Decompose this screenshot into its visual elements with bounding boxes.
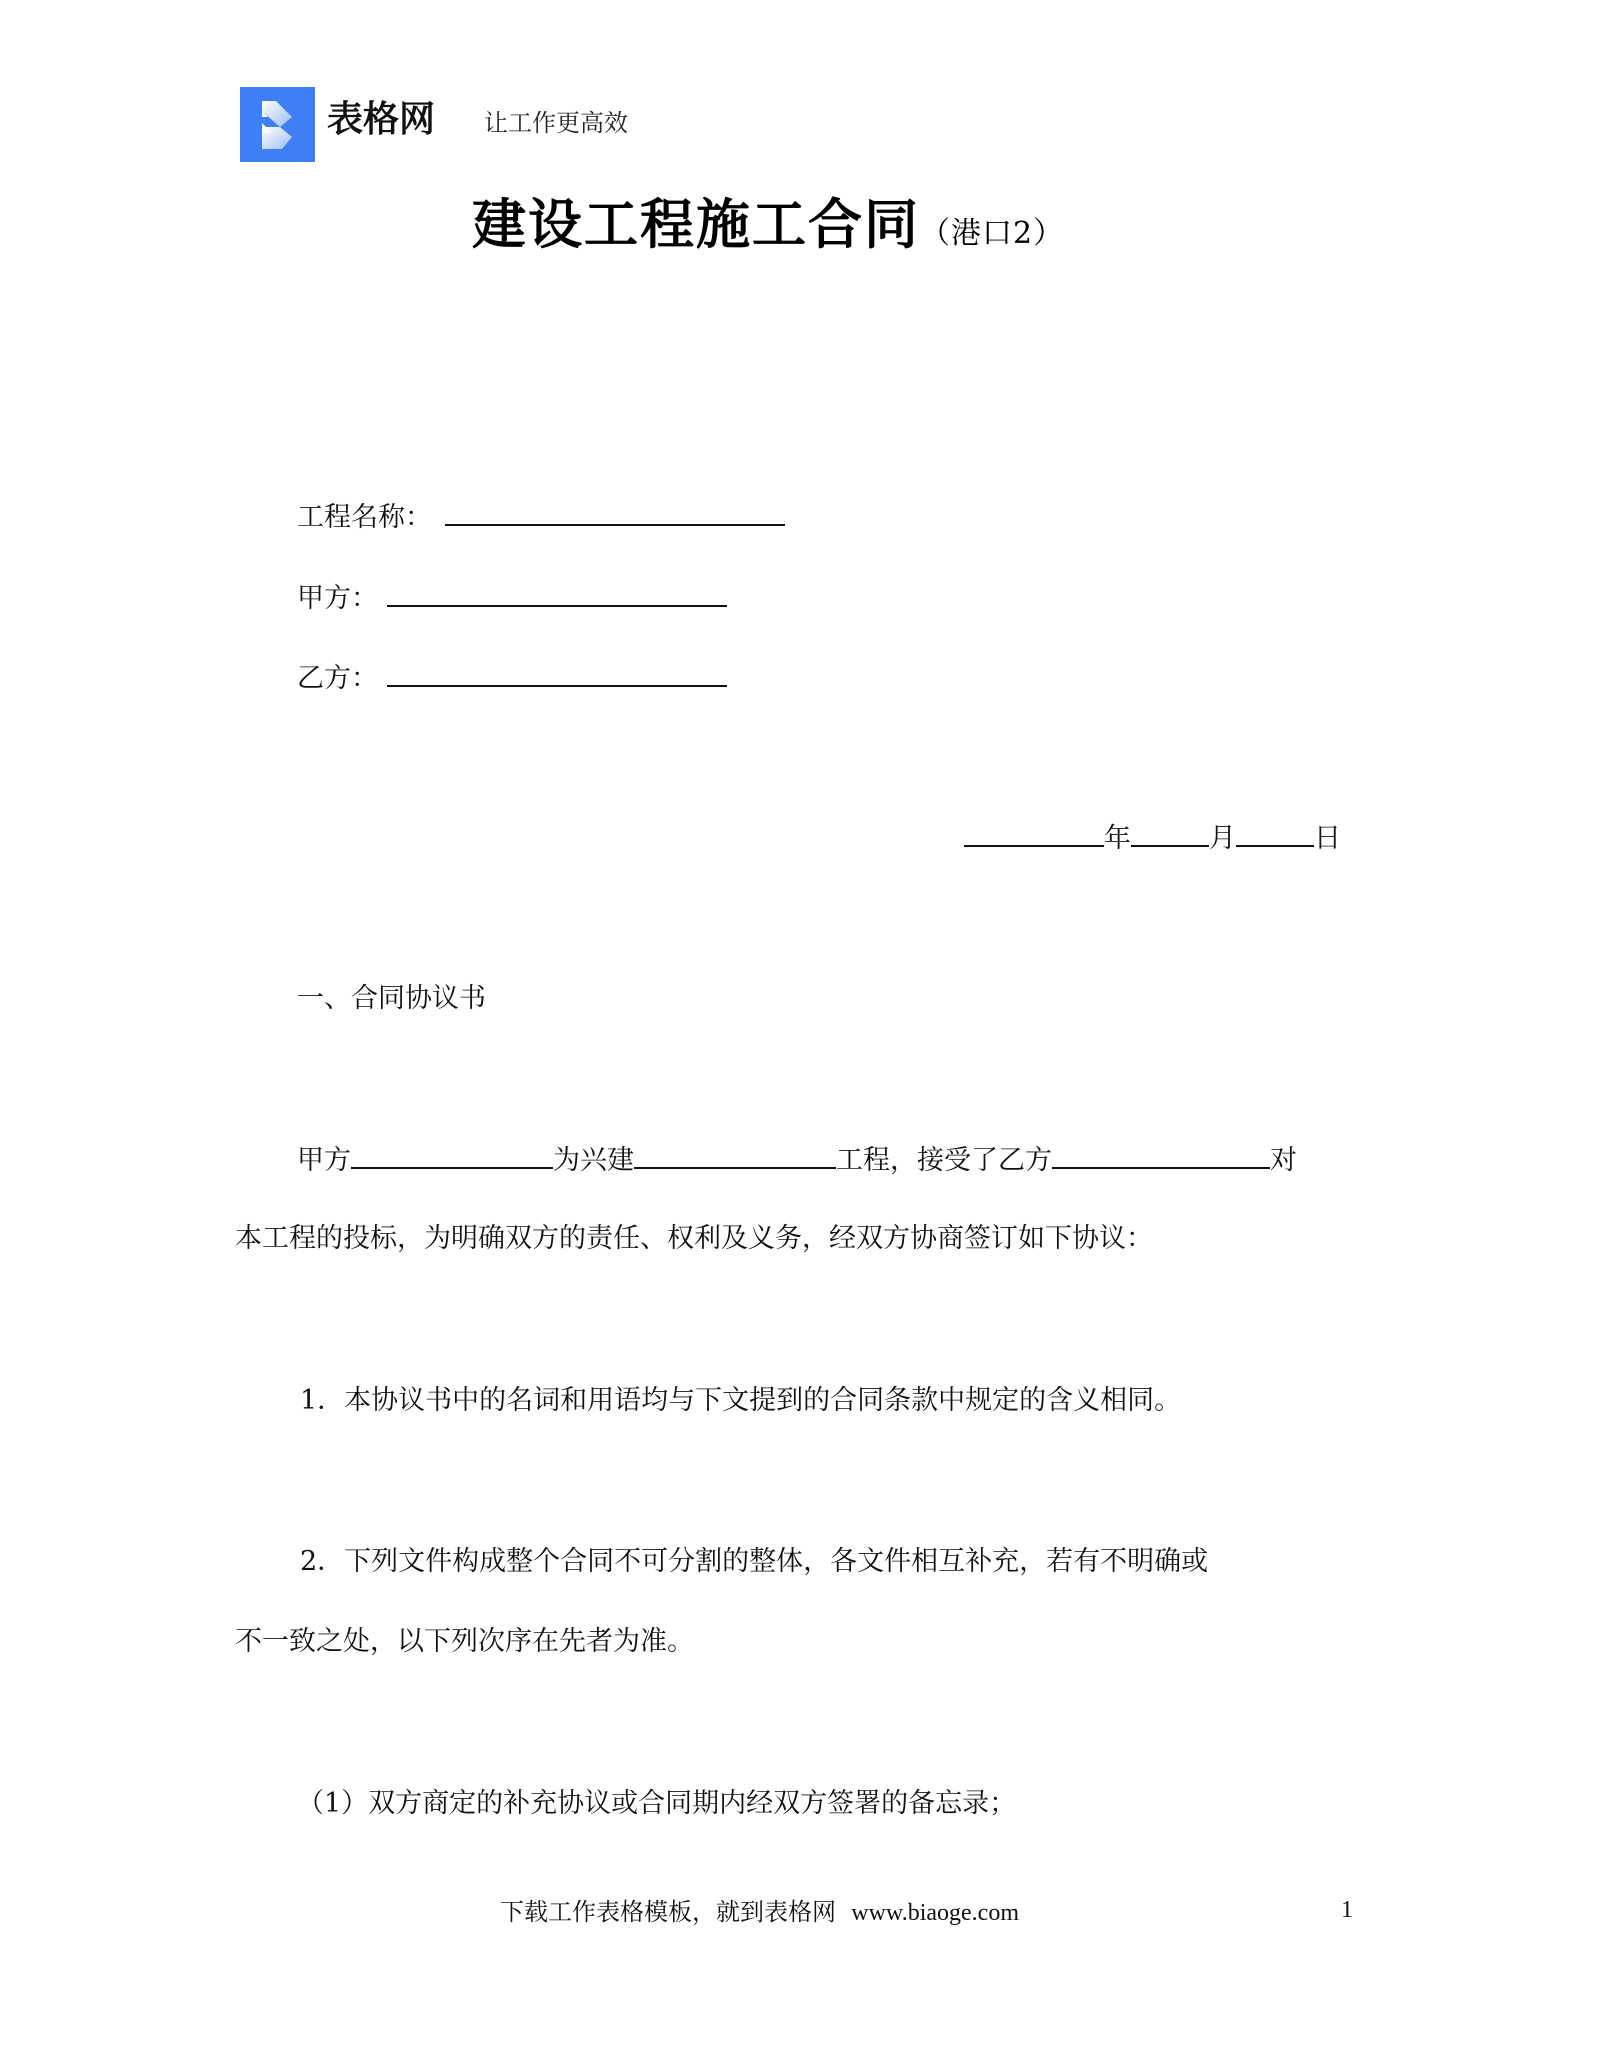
year-label: 年 — [1104, 823, 1131, 854]
field-label: 工程名称： — [297, 502, 432, 533]
title-main: 建设工程施工合同 — [472, 193, 920, 256]
month-label: 月 — [1209, 823, 1236, 854]
project-blank[interactable] — [634, 1141, 836, 1169]
year-blank[interactable] — [964, 819, 1104, 847]
party-b-blank[interactable] — [387, 659, 727, 687]
intro-text: 对 — [1270, 1145, 1297, 1176]
day-blank[interactable] — [1236, 819, 1314, 847]
date-line — [964, 819, 1341, 857]
document-title — [472, 192, 1064, 267]
intro-text: 为兴建 — [553, 1145, 634, 1176]
footer-slogan: 下载工作表格模板，就到表格网 — [500, 1898, 836, 1926]
intro-paragraph-line1 — [297, 1141, 1297, 1179]
list-item-1: （1）双方商定的补充协议或合同期内经双方签署的备忘录； — [297, 1788, 1017, 1819]
clause-2-line2: 不一致之处，以下列次序在先者为准。 — [235, 1626, 694, 1657]
day-label: 日 — [1314, 823, 1341, 854]
intro-paragraph-line2: 本工程的投标，为明确双方的责任、权利及义务，经双方协商签订如下协议： — [235, 1223, 1153, 1254]
intro-text: 甲方 — [297, 1145, 351, 1176]
footer-url[interactable]: www.biaoge.com — [851, 1900, 1019, 1926]
page-number: 1 — [1341, 1897, 1353, 1923]
clause-2-line1: 2．下列文件构成整个合同不可分割的整体，各文件相互补充，若有不明确或 — [300, 1546, 1209, 1577]
biaoge-logo-icon — [240, 87, 315, 162]
title-subtitle: （港口2） — [920, 216, 1065, 251]
section-heading: 一、合同协议书 — [297, 983, 486, 1014]
field-project-name — [297, 498, 785, 536]
footer-text — [500, 1897, 1019, 1928]
brand-slogan: 让工作更高效 — [484, 109, 628, 137]
project-name-blank[interactable] — [445, 498, 785, 526]
field-label: 乙方： — [297, 663, 378, 694]
field-party-b — [297, 659, 727, 697]
field-label: 甲方： — [297, 583, 378, 614]
month-blank[interactable] — [1131, 819, 1209, 847]
clause-1: 1．本协议书中的名词和用语均与下文提到的合同条款中规定的含义相同。 — [300, 1385, 1182, 1416]
field-party-a — [297, 579, 727, 617]
party-b-name-blank[interactable] — [1052, 1141, 1270, 1169]
party-a-blank[interactable] — [387, 579, 727, 607]
intro-text: 工程，接受了乙方 — [836, 1145, 1052, 1176]
party-a-name-blank[interactable] — [351, 1141, 553, 1169]
brand-name: 表格网 — [327, 99, 436, 140]
